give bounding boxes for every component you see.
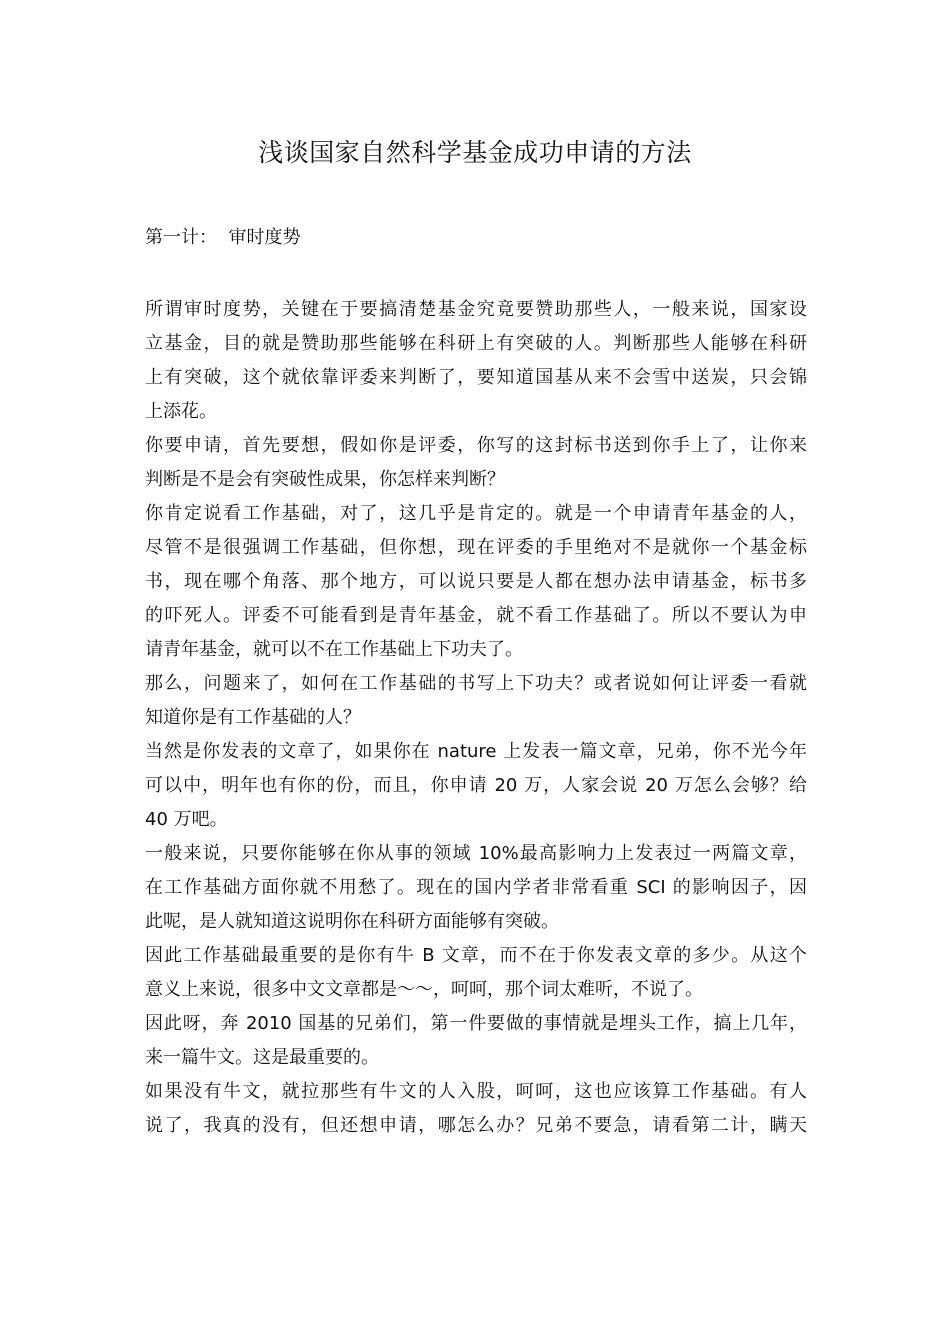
text-line: [145, 395, 807, 429]
text-line: [145, 871, 807, 905]
text-line-content: 如果没有牛文，就拉那些有牛文的人入股，呵呵，这也应该算工作基础。有人: [145, 1081, 807, 1102]
text-line: [145, 565, 807, 599]
text-line-content: 因此工作基础最重要的是你有牛 B 文章，而不在于你发表文章的多少。从这个: [145, 945, 807, 966]
text-line-content: 可以中，明年也有你的份，而且，你申请 20 万，人家会说 20 万怎么会够？给: [145, 775, 807, 796]
text-line-content: 书，现在哪个角落、那个地方，可以说只要是人都在想办法申请基金，标书多: [145, 571, 807, 592]
document-body: [145, 293, 807, 1143]
text-line-content: 知道你是有工作基础的人？: [145, 707, 361, 728]
text-line: [145, 1007, 807, 1041]
text-line: [145, 939, 807, 973]
text-line-content: 40 万吧。: [145, 809, 228, 830]
text-line-content: 来一篇牛文。这是最重要的。: [145, 1047, 379, 1068]
text-line-content: 立基金，目的就是赞助那些能够在科研上有突破的人。判断那些人能够在科研: [145, 333, 807, 354]
text-line-content: 上有突破，这个就依靠评委来判断了，要知道国基从来不会雪中送炭，只会锦: [145, 367, 807, 388]
text-line-content: 你肯定说看工作基础，对了，这几乎是肯定的。就是一个申请青年基金的人，: [145, 503, 807, 524]
text-line-content: 你要申请，首先要想，假如你是评委，你写的这封标书送到你手上了，让你来: [145, 435, 807, 456]
text-line: [145, 667, 807, 701]
text-line: [145, 1075, 807, 1109]
text-line: [145, 1109, 807, 1143]
text-line-content: 一般来说，只要你能够在你从事的领域 10%最高影响力上发表过一两篇文章，: [145, 843, 807, 864]
text-line-content: 当然是你发表的文章了，如果你在 nature 上发表一篇文章，兄弟，你不光今年: [145, 741, 807, 762]
text-line: [145, 327, 807, 361]
text-line-content: 意义上来说，很多中文文章都是～～，呵呵，那个词太难听，不说了。: [145, 979, 703, 1000]
document-title: 浅谈国家自然科学基金成功申请的方法: [258, 138, 692, 167]
text-line-content: 因此呀，奔 2010 国基的兄弟们，第一件要做的事情就是埋头工作，搞上几年，: [145, 1013, 807, 1034]
text-line-content: 判断是不是会有突破性成果，你怎样来判断？: [145, 469, 505, 490]
text-line-content: 上添花。: [145, 401, 217, 422]
text-line: [145, 463, 807, 497]
text-line: [145, 769, 807, 803]
text-line: [145, 497, 807, 531]
text-line: [145, 701, 807, 735]
text-line: [145, 905, 807, 939]
text-line-content: 尽管不是很强调工作基础，但你想，现在评委的手里绝对不是就你一个基金标: [145, 537, 807, 558]
text-line-content: 说了，我真的没有，但还想申请，哪怎么办？兄弟不要急，请看第二计，瞒天: [145, 1115, 807, 1136]
text-line: [145, 361, 807, 395]
text-line: [145, 1041, 807, 1075]
text-line-content: 那么，问题来了，如何在工作基础的书写上下功夫？或者说如何让评委一看就: [145, 673, 807, 694]
text-line: [145, 293, 807, 327]
text-line-content: 所谓审时度势，关键在于要搞清楚基金究竟要赞助那些人，一般来说，国家设: [145, 299, 807, 320]
text-line: [145, 633, 807, 667]
text-line-content: 此呢，是人就知道这说明你在科研方面能够有突破。: [145, 911, 559, 932]
text-line: [145, 803, 807, 837]
text-line-content: 在工作基础方面你就不用愁了。现在的国内学者非常看重 SCI 的影响因子，因: [145, 877, 807, 898]
text-line: [145, 735, 807, 769]
text-line: [145, 837, 807, 871]
text-line: [145, 429, 807, 463]
text-line: [145, 599, 807, 633]
text-line-content: 请青年基金，就可以不在工作基础上下功夫了。: [145, 639, 523, 660]
section-heading: 第一计： 审时度势: [145, 227, 301, 248]
text-line-content: 的吓死人。评委不可能看到是青年基金，就不看工作基础了。所以不要认为申: [145, 605, 807, 626]
text-line: [145, 973, 807, 1007]
text-line: [145, 531, 807, 565]
